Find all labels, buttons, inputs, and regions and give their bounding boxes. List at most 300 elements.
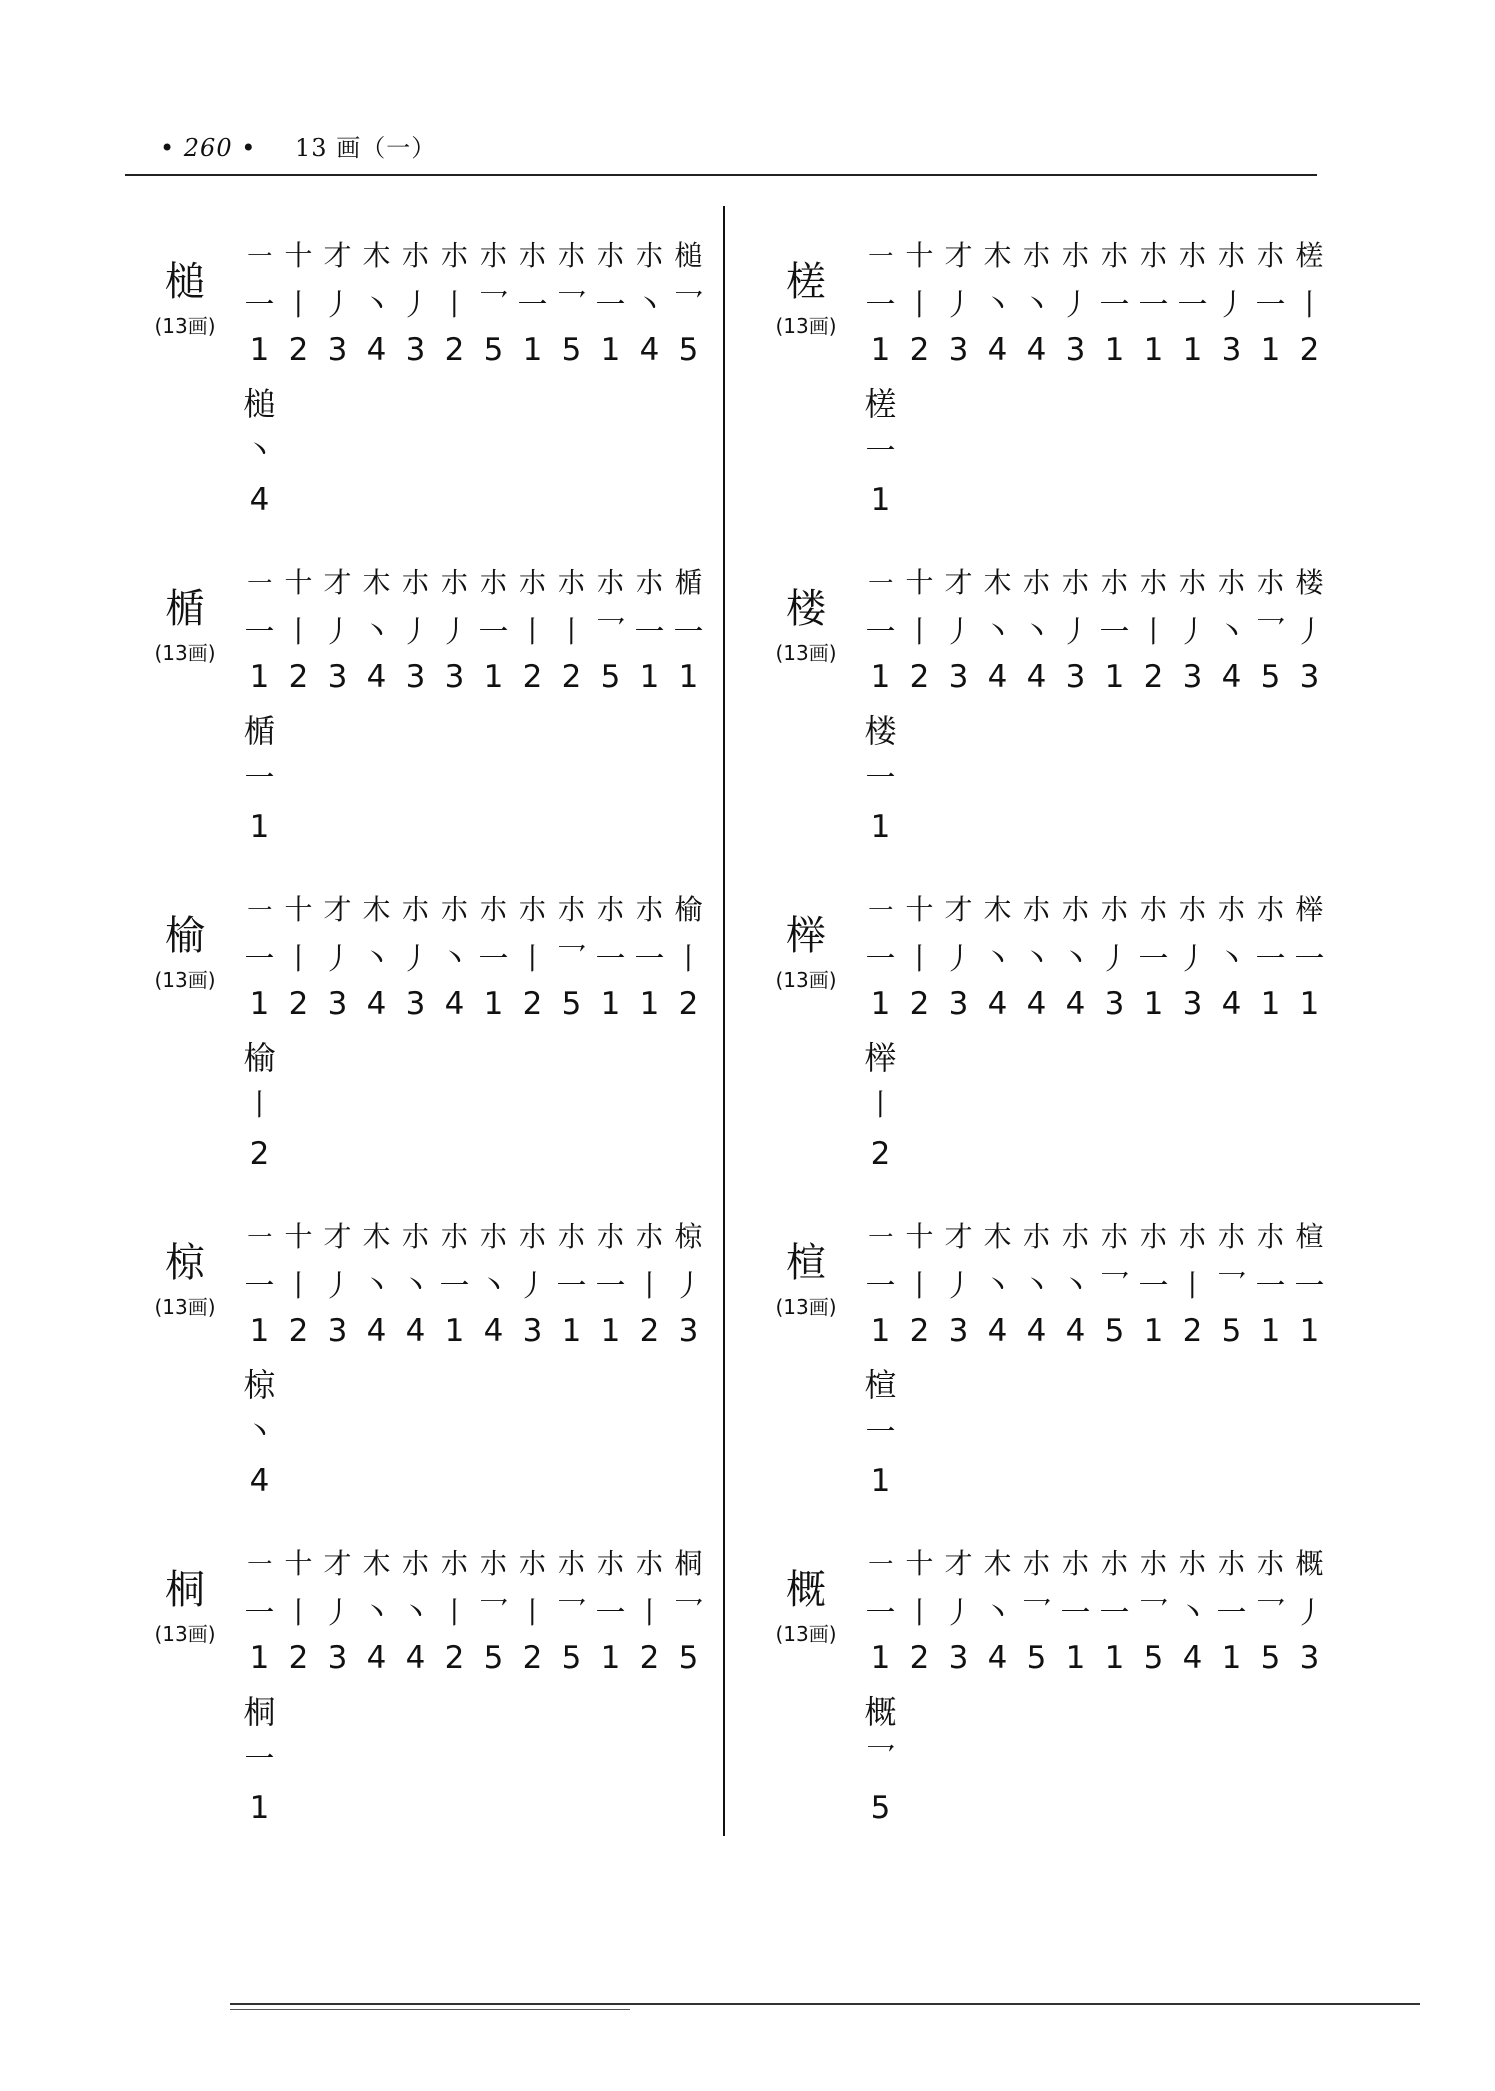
- progression-step: 朩: [401, 1220, 430, 1253]
- stroke-number: 5: [561, 986, 582, 1022]
- stroke-number: 1: [249, 332, 270, 368]
- progression-step: 才: [323, 893, 352, 926]
- stroke-glyph: 丶: [1177, 1596, 1208, 1631]
- stroke-glyph: 丶: [1060, 1269, 1091, 1304]
- strokes-row: [240, 1259, 708, 1307]
- stroke-number: 1: [1260, 1313, 1281, 1349]
- progression-step: 朩: [440, 893, 469, 926]
- stroke-number: 5: [1221, 1313, 1242, 1349]
- final-number: 4: [249, 1463, 270, 1499]
- progression-step: 朩: [1022, 893, 1051, 926]
- stroke-glyph: 丨: [517, 615, 548, 650]
- stroke-glyph: 乛: [673, 1596, 704, 1631]
- progression-step: 朩: [479, 566, 508, 599]
- strokes-row: [240, 1586, 708, 1634]
- progression-step: 朩: [557, 1220, 586, 1253]
- strokes-row: [240, 605, 708, 653]
- stroke-number: 3: [327, 986, 348, 1022]
- stroke-number: 3: [1182, 659, 1203, 695]
- stroke-number: 2: [1143, 659, 1164, 695]
- footer-rule: [230, 2003, 1420, 2005]
- progression-step: 朩: [518, 893, 547, 926]
- stroke-glyph: 丨: [673, 942, 704, 977]
- numbers-row: [240, 653, 708, 701]
- stroke-number: 4: [405, 1313, 426, 1349]
- progression-step: ㇐: [866, 893, 895, 926]
- stroke-count-label: (13画): [775, 641, 837, 665]
- stroke-number: 2: [288, 1313, 309, 1349]
- final-number: 4: [249, 482, 270, 518]
- stroke-glyph: 丶: [982, 288, 1013, 323]
- stroke-glyph: 一: [1099, 615, 1130, 650]
- stroke-glyph: 丶: [1216, 615, 1247, 650]
- stroke-number: 3: [327, 1313, 348, 1349]
- stroke-sequence: [240, 1211, 708, 1355]
- stroke-number: 4: [987, 986, 1008, 1022]
- stroke-glyph: 丶: [1021, 615, 1052, 650]
- stroke-number: 2: [444, 332, 465, 368]
- progression-step: 朩: [401, 893, 430, 926]
- stroke-glyph: 丿: [1294, 615, 1325, 650]
- stroke-number: 3: [1299, 1640, 1320, 1676]
- final-character: 楼: [864, 712, 897, 750]
- progression-step: 才: [323, 1547, 352, 1580]
- stroke-glyph: 丿: [1177, 942, 1208, 977]
- final-character: 榆: [243, 1039, 276, 1077]
- progression-step: 朩: [518, 566, 547, 599]
- stroke-glyph: 丿: [322, 1269, 353, 1304]
- progression-step: 才: [323, 1220, 352, 1253]
- stroke-number: 2: [288, 332, 309, 368]
- stroke-glyph: 一: [1294, 1269, 1325, 1304]
- stroke-number: 4: [987, 659, 1008, 695]
- progression-row: [240, 230, 708, 278]
- stroke-number: 1: [600, 1313, 621, 1349]
- stroke-glyph: 丿: [517, 1269, 548, 1304]
- progression-step: 朩: [635, 239, 664, 272]
- stroke-number: 1: [249, 1313, 270, 1349]
- stroke-number: 5: [1143, 1640, 1164, 1676]
- final-number: 5: [870, 1790, 891, 1826]
- final-number: 1: [870, 1463, 891, 1499]
- sequence-continuation: [861, 380, 900, 524]
- stroke-number: 2: [909, 659, 930, 695]
- stroke-number: 1: [249, 986, 270, 1022]
- stroke-number: 1: [249, 659, 270, 695]
- stroke-number: 1: [249, 1640, 270, 1676]
- stroke-glyph: 一: [673, 615, 704, 650]
- progression-step: 槎: [1295, 239, 1324, 272]
- stroke-count-label: (13画): [154, 641, 216, 665]
- progression-step: 朩: [1100, 1220, 1129, 1253]
- stroke-number: 4: [483, 1313, 504, 1349]
- stroke-glyph: 一: [244, 942, 275, 977]
- stroke-number: 5: [1260, 659, 1281, 695]
- stroke-glyph: 丶: [1060, 942, 1091, 977]
- stroke-number: 3: [444, 659, 465, 695]
- progression-step: ㇐: [245, 1547, 274, 1580]
- stroke-glyph: 一: [1138, 288, 1169, 323]
- progression-step: 朩: [1178, 1220, 1207, 1253]
- stroke-glyph: 丶: [361, 942, 392, 977]
- stroke-number: 1: [561, 1313, 582, 1349]
- progression-step: 朩: [596, 1220, 625, 1253]
- stroke-number: 5: [1026, 1640, 1047, 1676]
- stroke-number: 2: [522, 986, 543, 1022]
- stroke-number: 3: [327, 659, 348, 695]
- character-entry: [756, 230, 1325, 550]
- final-stroke: 一: [865, 1415, 896, 1450]
- sequence-continuation: [861, 1361, 900, 1505]
- sequence-continuation: [240, 1361, 279, 1505]
- entry-head: [756, 1241, 856, 1320]
- stroke-glyph: 丶: [478, 1269, 509, 1304]
- stroke-number: 1: [870, 1313, 891, 1349]
- stroke-glyph: 一: [244, 288, 275, 323]
- progression-step: 木: [362, 1220, 391, 1253]
- progression-step: 楼: [1295, 566, 1324, 599]
- head-character: 楼: [786, 586, 826, 632]
- stroke-number: 4: [1182, 1640, 1203, 1676]
- stroke-number: 1: [1221, 1640, 1242, 1676]
- progression-step: 朩: [1217, 1220, 1246, 1253]
- progression-step: 朩: [518, 239, 547, 272]
- stroke-glyph: 乛: [1021, 1596, 1052, 1631]
- stroke-glyph: 一: [478, 615, 509, 650]
- stroke-number: 5: [561, 1640, 582, 1676]
- final-stroke: 丨: [865, 1088, 896, 1123]
- entry-head: [135, 914, 235, 993]
- stroke-number: 3: [405, 659, 426, 695]
- stroke-glyph: 丨: [904, 615, 935, 650]
- progression-step: 楯: [674, 566, 703, 599]
- progression-step: 十: [905, 566, 934, 599]
- stroke-number: 1: [870, 1640, 891, 1676]
- numbers-row: [240, 326, 708, 374]
- stroke-number: 1: [1299, 986, 1320, 1022]
- strokes-row: [861, 1259, 1329, 1307]
- stroke-count-label: (13画): [154, 314, 216, 338]
- stroke-number: 3: [948, 1313, 969, 1349]
- head-character: 楯: [165, 586, 205, 632]
- progression-step: 朩: [1061, 239, 1090, 272]
- stroke-number: 1: [1260, 332, 1281, 368]
- final-character: 楯: [243, 712, 276, 750]
- stroke-count-label: (13画): [154, 1622, 216, 1646]
- final-stroke: 一: [244, 1742, 275, 1777]
- progression-row: [240, 884, 708, 932]
- stroke-number: 3: [1182, 986, 1203, 1022]
- stroke-number: 5: [1104, 1313, 1125, 1349]
- progression-step: ㇐: [245, 566, 274, 599]
- stroke-glyph: 丿: [400, 942, 431, 977]
- progression-step: 朩: [1178, 1547, 1207, 1580]
- stroke-number: 2: [522, 659, 543, 695]
- stroke-number: 1: [1104, 332, 1125, 368]
- page-title: 13 画（一）: [295, 134, 437, 162]
- stroke-number: 4: [366, 1640, 387, 1676]
- stroke-glyph: 一: [634, 615, 665, 650]
- stroke-number: 3: [522, 1313, 543, 1349]
- stroke-glyph: 丿: [1177, 615, 1208, 650]
- progression-step: 朩: [596, 566, 625, 599]
- stroke-glyph: 一: [865, 1269, 896, 1304]
- progression-step: 朩: [1100, 893, 1129, 926]
- stroke-number: 5: [600, 659, 621, 695]
- progression-step: ㇐: [245, 239, 274, 272]
- progression-step: 才: [944, 1547, 973, 1580]
- progression-step: 楦: [1295, 1220, 1324, 1253]
- progression-step: 朩: [1139, 1547, 1168, 1580]
- progression-row: [240, 557, 708, 605]
- stroke-number: 2: [909, 1313, 930, 1349]
- progression-step: 朩: [1061, 1220, 1090, 1253]
- stroke-glyph: 一: [478, 942, 509, 977]
- stroke-glyph: 丿: [322, 942, 353, 977]
- stroke-number: 4: [366, 986, 387, 1022]
- stroke-number: 2: [288, 1640, 309, 1676]
- stroke-sequence: [861, 230, 1329, 374]
- stroke-number: 4: [1026, 1313, 1047, 1349]
- stroke-glyph: 丨: [904, 288, 935, 323]
- progression-step: 朩: [1139, 1220, 1168, 1253]
- progression-step: 朩: [401, 566, 430, 599]
- progression-step: 才: [944, 893, 973, 926]
- progression-step: 木: [362, 1547, 391, 1580]
- stroke-number: 3: [678, 1313, 699, 1349]
- head-character: 槌: [165, 259, 205, 305]
- character-entry: [135, 1538, 704, 1858]
- stroke-glyph: 丶: [982, 615, 1013, 650]
- entry-head: [756, 260, 856, 339]
- stroke-glyph: 丶: [439, 942, 470, 977]
- stroke-sequence: [861, 884, 1329, 1028]
- final-stroke: 丨: [244, 1088, 275, 1123]
- stroke-glyph: 丶: [1216, 942, 1247, 977]
- final-character: 槎: [864, 385, 897, 423]
- stroke-number: 1: [870, 659, 891, 695]
- stroke-number: 1: [1104, 1640, 1125, 1676]
- stroke-glyph: 乛: [595, 615, 626, 650]
- stroke-glyph: 乛: [556, 288, 587, 323]
- character-entry: [756, 557, 1325, 877]
- progression-step: 十: [905, 893, 934, 926]
- strokes-row: [240, 278, 708, 326]
- progression-step: 朩: [1022, 1220, 1051, 1253]
- progression-row: [861, 1538, 1329, 1586]
- stroke-glyph: 丨: [1138, 615, 1169, 650]
- stroke-glyph: 丶: [400, 1596, 431, 1631]
- stroke-glyph: 丶: [1021, 288, 1052, 323]
- progression-step: 十: [905, 1547, 934, 1580]
- stroke-glyph: 丨: [517, 942, 548, 977]
- character-entry: [135, 230, 704, 550]
- stroke-number: 1: [870, 332, 891, 368]
- stroke-glyph: 一: [1099, 288, 1130, 323]
- stroke-number: 1: [1143, 332, 1164, 368]
- stroke-glyph: 一: [865, 942, 896, 977]
- numbers-row: [861, 980, 1329, 1028]
- progression-row: [861, 1211, 1329, 1259]
- stroke-number: 4: [639, 332, 660, 368]
- character-entry: [756, 1538, 1325, 1858]
- progression-step: 才: [944, 239, 973, 272]
- stroke-number: 3: [948, 659, 969, 695]
- progression-step: 十: [905, 1220, 934, 1253]
- progression-step: 朩: [1256, 893, 1285, 926]
- final-stroke: 一: [865, 434, 896, 469]
- stroke-glyph: 丶: [1021, 942, 1052, 977]
- progression-step: 朩: [1139, 239, 1168, 272]
- numbers-row: [240, 1634, 708, 1682]
- progression-step: 朩: [518, 1547, 547, 1580]
- stroke-glyph: 一: [1138, 1269, 1169, 1304]
- stroke-glyph: 一: [595, 1269, 626, 1304]
- final-stroke: 丶: [244, 1415, 275, 1450]
- progression-step: 榆: [674, 893, 703, 926]
- stroke-number: 3: [327, 332, 348, 368]
- stroke-glyph: 丨: [634, 1269, 665, 1304]
- stroke-number: 1: [678, 659, 699, 695]
- stroke-number: 1: [870, 986, 891, 1022]
- progression-step: 朩: [1139, 566, 1168, 599]
- sequence-continuation: [240, 1688, 279, 1832]
- stroke-number: 3: [1299, 659, 1320, 695]
- stroke-number: 3: [1065, 659, 1086, 695]
- final-number: 1: [870, 482, 891, 518]
- head-character: 榆: [165, 913, 205, 959]
- stroke-number: 4: [987, 332, 1008, 368]
- stroke-glyph: 一: [439, 1269, 470, 1304]
- stroke-number: 3: [1104, 986, 1125, 1022]
- stroke-glyph: 乛: [1255, 1596, 1286, 1631]
- stroke-number: 3: [327, 1640, 348, 1676]
- progression-step: 朩: [1178, 239, 1207, 272]
- stroke-glyph: 一: [595, 942, 626, 977]
- progression-step: 朩: [1256, 1220, 1285, 1253]
- stroke-number: 1: [1065, 1640, 1086, 1676]
- character-entry: [135, 884, 704, 1204]
- stroke-sequence: [240, 557, 708, 701]
- stroke-glyph: 一: [865, 288, 896, 323]
- stroke-count-label: (13画): [775, 1622, 837, 1646]
- stroke-number: 1: [600, 1640, 621, 1676]
- final-character: 桐: [243, 1693, 276, 1731]
- stroke-glyph: 丿: [400, 288, 431, 323]
- progression-step: 朩: [440, 566, 469, 599]
- progression-step: 朩: [1022, 1547, 1051, 1580]
- stroke-glyph: 丿: [943, 288, 974, 323]
- stroke-number: 3: [1221, 332, 1242, 368]
- progression-step: 木: [983, 566, 1012, 599]
- stroke-glyph: 一: [1138, 942, 1169, 977]
- progression-step: 朩: [1217, 239, 1246, 272]
- sequence-continuation: [861, 707, 900, 851]
- stroke-number: 3: [948, 986, 969, 1022]
- final-character: 楦: [864, 1366, 897, 1404]
- final-number: 1: [249, 1790, 270, 1826]
- progression-step: 十: [905, 239, 934, 272]
- stroke-glyph: 一: [595, 1596, 626, 1631]
- stroke-glyph: 丶: [982, 942, 1013, 977]
- progression-step: 朩: [401, 239, 430, 272]
- progression-step: ㇐: [866, 239, 895, 272]
- numbers-row: [861, 1307, 1329, 1355]
- head-character: 槎: [786, 259, 826, 305]
- progression-step: 朩: [440, 1547, 469, 1580]
- progression-step: 朩: [1100, 566, 1129, 599]
- progression-step: 十: [284, 893, 313, 926]
- character-entry: [756, 884, 1325, 1204]
- stroke-glyph: 丿: [439, 615, 470, 650]
- progression-step: 朩: [1061, 1547, 1090, 1580]
- stroke-number: 5: [561, 332, 582, 368]
- stroke-number: 2: [522, 1640, 543, 1676]
- stroke-count-label: (13画): [154, 968, 216, 992]
- stroke-sequence: [861, 557, 1329, 701]
- progression-step: 朩: [401, 1547, 430, 1580]
- stroke-glyph: 丨: [556, 615, 587, 650]
- progression-row: [240, 1211, 708, 1259]
- stroke-glyph: 乛: [1099, 1269, 1130, 1304]
- progression-step: 木: [362, 893, 391, 926]
- sequence-continuation: [861, 1034, 900, 1178]
- entry-head: [756, 914, 856, 993]
- progression-step: 朩: [1022, 239, 1051, 272]
- stroke-number: 1: [522, 332, 543, 368]
- stroke-glyph: 丨: [634, 1596, 665, 1631]
- stroke-number: 4: [1221, 659, 1242, 695]
- stroke-glyph: 丿: [1294, 1596, 1325, 1631]
- stroke-number: 2: [909, 1640, 930, 1676]
- stroke-number: 4: [987, 1313, 1008, 1349]
- progression-step: 才: [944, 1220, 973, 1253]
- stroke-glyph: 丶: [1021, 1269, 1052, 1304]
- progression-step: 朩: [1061, 566, 1090, 599]
- progression-step: ㇐: [245, 1220, 274, 1253]
- final-stroke: 乛: [865, 1742, 896, 1777]
- stroke-glyph: 丿: [943, 942, 974, 977]
- progression-step: ㇐: [866, 1220, 895, 1253]
- head-character: 楦: [786, 1240, 826, 1286]
- entry-head: [135, 260, 235, 339]
- stroke-glyph: 乛: [556, 942, 587, 977]
- progression-row: [861, 557, 1329, 605]
- stroke-glyph: 丿: [943, 1596, 974, 1631]
- stroke-number: 3: [948, 1640, 969, 1676]
- progression-step: 朩: [1256, 566, 1285, 599]
- stroke-glyph: 丶: [361, 615, 392, 650]
- stroke-number: 1: [444, 1313, 465, 1349]
- progression-step: 木: [983, 239, 1012, 272]
- stroke-number: 2: [639, 1313, 660, 1349]
- stroke-glyph: 乛: [556, 1596, 587, 1631]
- stroke-number: 5: [678, 332, 699, 368]
- stroke-glyph: 乛: [673, 288, 704, 323]
- stroke-glyph: 丿: [322, 1596, 353, 1631]
- stroke-glyph: 丿: [400, 615, 431, 650]
- strokes-row: [240, 932, 708, 980]
- progression-step: 朩: [1217, 893, 1246, 926]
- stroke-glyph: 丿: [943, 1269, 974, 1304]
- stroke-count-label: (13画): [775, 314, 837, 338]
- stroke-glyph: 丨: [283, 1596, 314, 1631]
- stroke-count-label: (13画): [154, 1295, 216, 1319]
- stroke-glyph: 丿: [673, 1269, 704, 1304]
- stroke-glyph: 一: [865, 1596, 896, 1631]
- entry-head: [135, 1241, 235, 1320]
- progression-step: 桐: [674, 1547, 703, 1580]
